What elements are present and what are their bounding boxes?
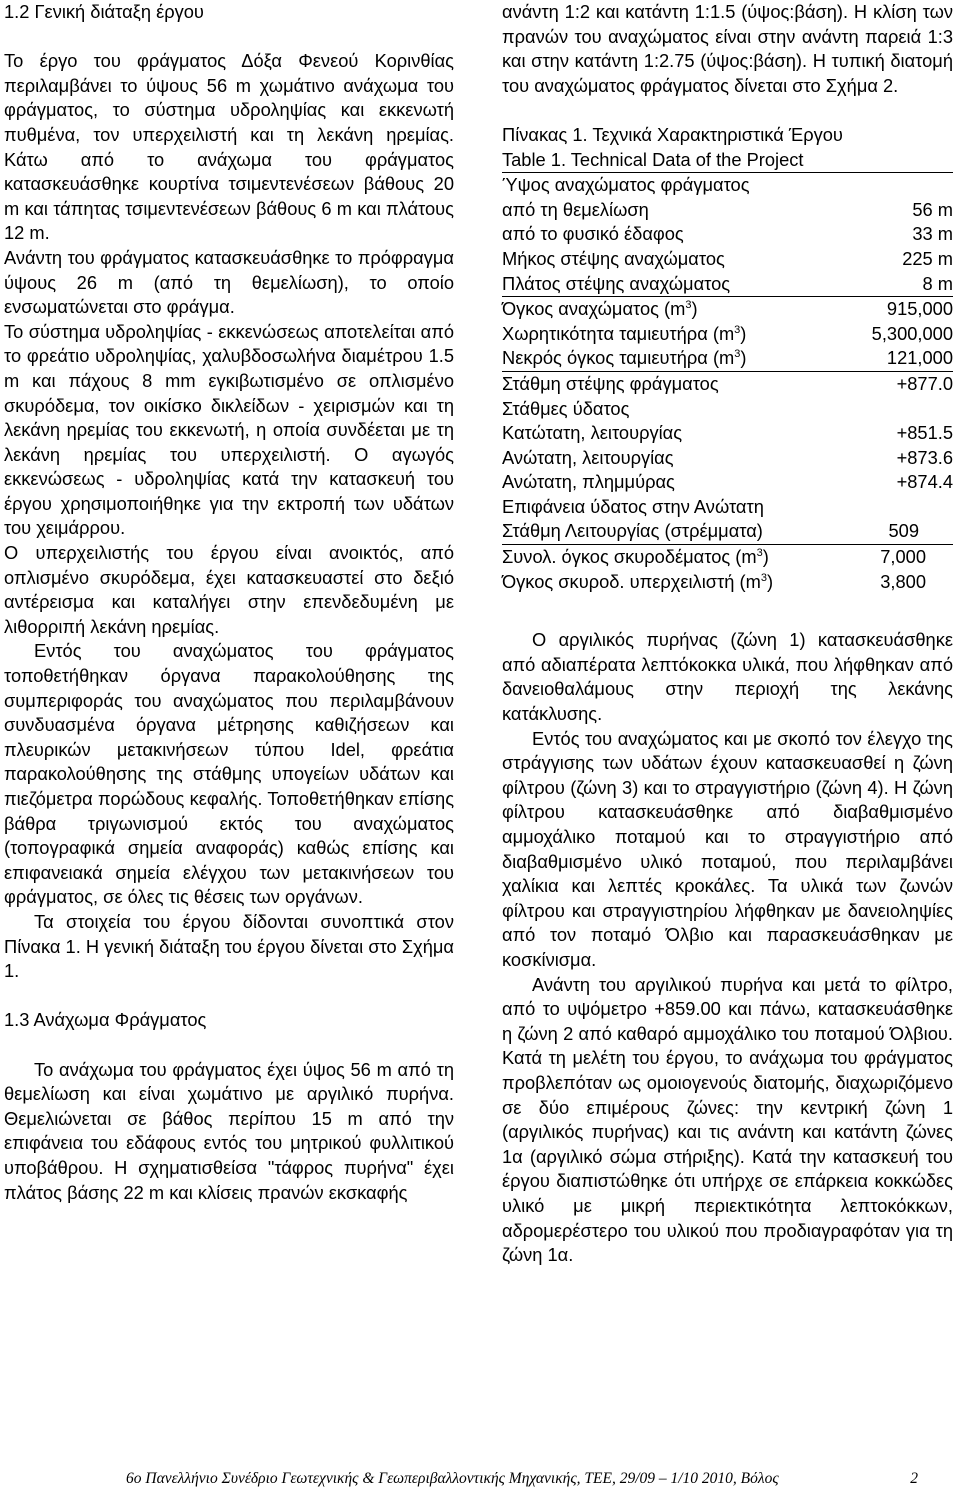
table-cell	[502, 322, 849, 347]
table-row	[502, 570, 953, 595]
table-cell: Στάθμες ύδατος	[502, 397, 630, 419]
technical-data-table	[502, 172, 953, 594]
table-row	[502, 446, 953, 471]
table-row	[502, 371, 953, 396]
table-cell: Πλάτος στέψης αναχώματος	[502, 272, 731, 294]
table-cell: από τη θεμελίωση	[502, 198, 649, 220]
table-cell: Ανώτατη, πλημμύρας	[502, 471, 675, 493]
table-cell: Στάθμη Λειτουργίας (στρέμματα)	[502, 520, 763, 542]
table-cell: 121,000	[886, 347, 953, 369]
table-cell: +851.5	[896, 422, 953, 444]
table-caption-greek: Πίνακας 1. Τεχνικά Χαρακτηριστικά Έργου	[502, 123, 843, 145]
paragraph: Ο αργιλικός πυρήνας (ζώνη 1) κατασκευάσθηκε από αδιαπέρατα λεπτόκοκκα υλικά, που λήφθηκαν από δανειοθαλάμους στην περιοχή της λεκάνης κατάκλυσης.	[502, 629, 953, 725]
page-footer	[126, 1469, 918, 1489]
cell-label: Συνολ. όγκος σκυροδέματος (m	[502, 546, 757, 568]
paragraph: Εντός του αναχώματος και με σκοπό τον έλεγχο της στράγγισης των υδάτων έχουν κατασκευασθεί η ζώνη φίλτρου (ζώνη 3) και το στραγγιστήριο (ζώνη 4). Η ζώνη φίλτρου κατασκευάσθηκε από διαβαθμισμένο αμμοχάλικο ποταμού και το στραγγιστήριο από διαβαθμισμένο υλικό ποταμού, που περιλαμβάνει χαλίκια και λεπτές κροκάλες. Τα υλικά των ζωνών φίλτρου και στραγγιστηρίου λήφθηκαν με δανειοληψίες από τον ποταμό Όλβιο και παρασκευάσθηκαν με κοσκίνισμα.	[502, 727, 953, 970]
table-cell	[502, 297, 849, 322]
paragraph: Ανάντη του φράγματος κατασκευάσθηκε το πρόφραγμα ύψους 26 m (από τη θεμελίωση), το οποίο ενσωματώνεται στο φράγμα.	[4, 246, 454, 318]
section-heading-1-3: 1.3 Ανάχωμα Φράγματος	[4, 1009, 207, 1031]
table-row	[502, 222, 953, 247]
section-heading-1-2: 1.2 Γενική διάταξη έργου	[4, 1, 204, 22]
cell-label-close: )	[762, 546, 769, 568]
cell-label: Όγκος σκυροδ. υπερχειλιστή (m	[502, 570, 761, 592]
table-cell: Ύψος αναχώματος φράγματος	[502, 173, 953, 198]
paragraph: Ανάντη του αργιλικού πυρήνα και μετά το φίλτρο, από το υψόμετρο +859.00 και πάνω, κατασκευάσθηκε η ζώνη 2 από καθαρό αμμοχάλικο του ποταμού Όλβιου. Κατά τη μελέτη του έργου, το ανάχωμα του φράγματος προβλεπόταν ως ομοιογενούς διατομής, διαχωριζόμενο σε δύο επιμέρους ζώνες: την κεντρική ζώνη 1 (αργιλικός πυρήνας) και τις ανάντη και κατάντη ζώνες 1α (αργιλικό σώμα στήριξης). Κατά την κατασκευή του έργου διαπιστώθηκε ότι υπήρχε σε επάρκεια κοκκώδες υλικό με μικρή περιεκτικότητα λεπτοκόκκων, αδρομερέστερο του υλικού που προδιαγραφόταν για τη ζώνη 1α.	[502, 973, 953, 1266]
table-cell	[502, 545, 849, 570]
table-row	[502, 247, 953, 272]
table-cell: 33 m	[912, 223, 953, 245]
cell-label-close: )	[740, 322, 747, 344]
table-row	[502, 470, 953, 495]
cell-label-close: )	[766, 570, 774, 592]
table-row	[502, 421, 953, 446]
paragraph: Εντός του αναχώματος του φράγματος τοποθετήθηκαν όργανα παρακολούθησης της συμπεριφοράς του αναχώματος που περιλαμβάνουν συνδυασμένα όργανα μέτρησης καθιζήσεων και πλευρικών μετακινήσεων τύπου Idel, φρεάτια παρακολούθησης της στάθμης υπογείων υδάτων και πιεζόμετρα πορώδους κεφαλής. Τοποθετήθηκαν επίσης βάθρα τριγωνισμού εκτός του αναχώματος (τοπογραφικά σημεία αναφοράς) καθώς επίσης και επιφανειακά σημεία ελέγχου των μετακινήσεων του φράγματος, σε όλες τις θέσεις των οργάνων.	[4, 640, 454, 908]
table-cell: 8 m	[922, 272, 953, 294]
table-row	[502, 519, 953, 544]
table-row	[502, 397, 953, 422]
table-row	[502, 346, 953, 371]
paragraph: Το σύστημα υδροληψίας - εκκενώσεως αποτελείται από το φρεάτιο υδροληψίας, χαλυβδοσωλήνα διαμέτρου 1.5 m και πάχους 8 mm εγκιβωτισμένο σε οπλισμένο σκυρόδεμα, τον οικίσκο δικλείδων - χειρισμών και τη λεκάνη ηρεμίας του εκκενωτή, η οποία συνδέεται με τη λεκάνη ηρεμίας του υπερχειλιστή. Ο αγωγός εκκενώσεως - υδροληψίας κατά την κατασκευή του έργου χρησιμοποιήθηκε για την εκτροπή των υδάτων του χειμάρρου.	[4, 320, 454, 539]
paragraph: Ο υπερχειλιστής του έργου είναι ανοικτός, από οπλισμένο σκυρόδεμα, έχει κατασκευαστεί στο δεξιό αντέρεισμα και καταλήγει στην επενδεδυμένη με λιθορριπή λεκάνη ηρεμίας.	[4, 542, 454, 637]
table-row	[502, 297, 953, 322]
cell-label-close: )	[691, 298, 698, 320]
table-row	[502, 198, 953, 223]
cell-label: Όγκος αναχώματος (m	[502, 298, 686, 320]
table-cell: +873.6	[896, 446, 953, 468]
footer-conference-text: 6ο Πανελλήνιο Συνέδριο Γεωτεχνικής & Γεωπεριβαλλοντικής Μηχανικής, ΤΕΕ, 29/09 – 1/10 2010, Βόλος	[126, 1470, 779, 1487]
superscript: 3	[734, 348, 741, 361]
table-cell	[502, 570, 849, 595]
paragraph: Το ανάχωμα του φράγματος έχει ύψος 56 m από τη θεμελίωση και είναι χωμάτινο με αργιλικό πυρήνα. Θεμελιώνεται σε βάθος περίπου 15 m από την επιφάνεια του εδάφους εντός του μητρικού φυλλιτικού υποβάθρου. Η σχηματισθείσα "τάφρος πυρήνα" έχει πλάτος βάσης 22 m και κλίσεις πρανών εκσκαφής	[4, 1058, 454, 1203]
table-cell: Ανώτατη, λειτουργίας	[502, 446, 674, 468]
table-cell: Μήκος στέψης αναχώματος	[502, 247, 725, 269]
table-cell	[502, 346, 849, 371]
left-column	[4, 0, 454, 1205]
paragraph: Τα στοιχεία του έργου δίδονται συνοπτικά στον Πίνακα 1. Η γενική διάταξη του έργου δίνεται στο Σχήμα 1.	[4, 910, 454, 982]
paragraph: ανάντη 1:2 και κατάντη 1:1.5 (ύψος:βάση). Η κλίση των πρανών του αναχώματος είναι στην ανάντη παρειά 1:3 και στην κατάντη 1:2.75 (ύψος:βάση). Η τυπική διατομή του αναχώματος φράγματος δίνεται στο Σχήμα 2.	[502, 1, 953, 96]
table-cell: Επιφάνεια ύδατος στην Ανώτατη	[502, 495, 764, 517]
superscript: 3	[685, 299, 692, 312]
table-cell: 7,000	[849, 545, 953, 570]
superscript: 3	[756, 546, 763, 559]
superscript: 3	[734, 323, 741, 336]
right-column	[502, 0, 953, 1268]
table-cell: 3,800	[880, 570, 926, 592]
cell-label-close: )	[740, 347, 747, 369]
table-row	[502, 272, 953, 297]
table-cell: Στάθμη στέψης φράγματος	[502, 371, 849, 396]
table-cell: από το φυσικό έδαφος	[502, 223, 684, 245]
cell-label: Νεκρός όγκος ταμιευτήρα (m	[502, 347, 735, 369]
table-cell: 5,300,000	[871, 322, 953, 344]
table-row	[502, 173, 953, 198]
paragraph: Το έργο του φράγματος Δόξα Φενεού Κορινθίας περιλαμβάνει το ύψους 56 m χωμάτινο ανάχωμα του φράγματος, το σύστημα υδροληψίας και εκκενωτή πυθμένα, τον υπερχειλιστή και τη λεκάνη ηρεμίας. Κάτω από το ανάχωμα του φράγματος κατασκευάσθηκε κουρτίνα τσιμεντενέσεων βάθους 20 m και τάπητας τσιμεντενέσεων βάθους 6 m και πλάτους 12 m.	[4, 50, 454, 244]
page-number: 2	[910, 1470, 918, 1487]
table-cell: +877.0	[849, 371, 953, 396]
table-row	[502, 322, 953, 347]
table-caption-english: Table 1. Technical Data of the Project	[502, 148, 804, 170]
table-row	[502, 545, 953, 570]
table-cell: 56 m	[912, 198, 953, 220]
table-row	[502, 495, 953, 520]
table-cell: +874.4	[896, 471, 953, 493]
cell-label: Χωρητικότητα ταμιευτήρα (m	[502, 322, 735, 344]
table-cell: 509	[888, 520, 919, 542]
table-cell: 225 m	[902, 247, 953, 269]
superscript: 3	[760, 571, 767, 584]
table-cell: 915,000	[849, 297, 953, 322]
table-cell: Κατώτατη, λειτουργίας	[502, 422, 683, 444]
